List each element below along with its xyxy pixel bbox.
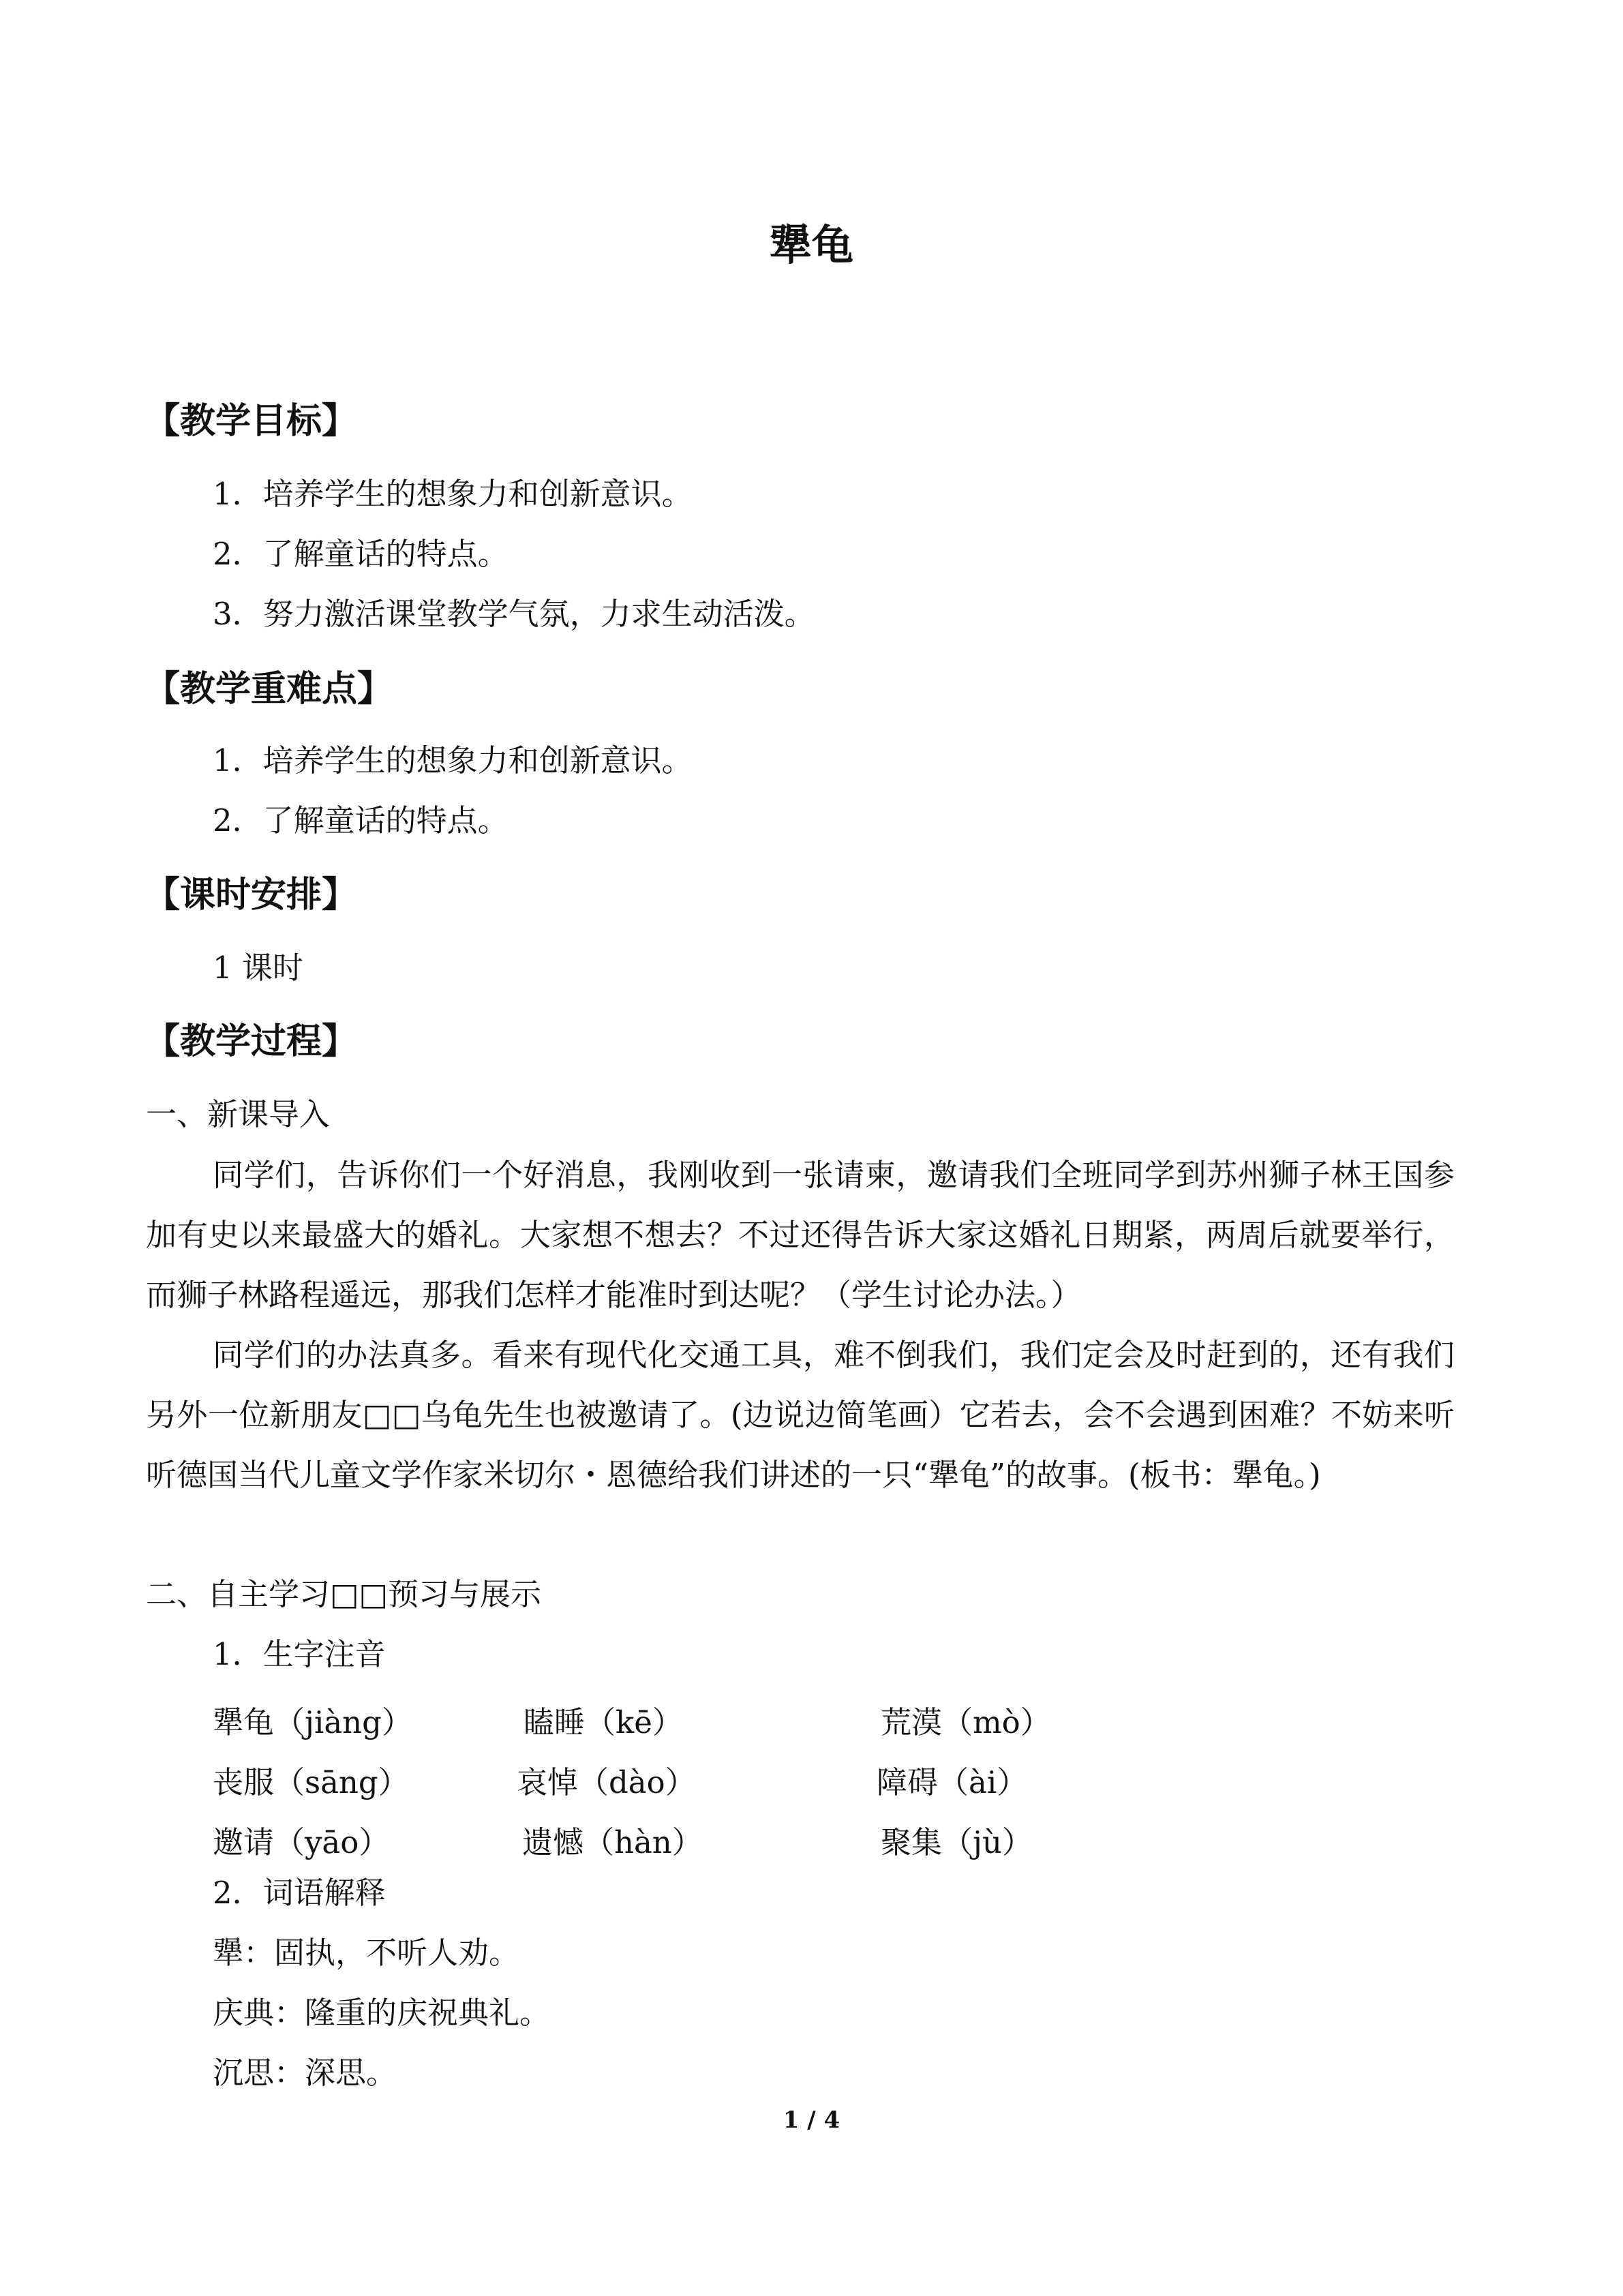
heading-teaching-goals: 【教学目标】 [145, 401, 358, 442]
page-number: 1 / 4 [783, 2106, 840, 2134]
document-title: 犟龟 [769, 220, 854, 270]
goal-item-2: 2．了解童话的特点。 [213, 536, 509, 572]
definition-3: 沉思：深思。 [213, 2055, 397, 2091]
part2-title: 二、自主学习□□预习与展示 [146, 1576, 542, 1612]
intro-paragraph-1: 同学们，告诉你们一个好消息，我刚收到一张请柬，邀请我们全班同学到苏州狮子林王国参加有史以来最盛大的婚礼。大家想不想去？不过还得告诉大家这婚礼日期紧，两周后就要举行，而狮子林路程遥远，那我们怎样才能准时到达呢？（学生讨论办法。） [146, 1157, 1455, 1313]
key-point-item-2: 2．了解童话的特点。 [213, 802, 509, 839]
pinyin-cell: 聚集（jù） [881, 1824, 1033, 1860]
sub1-title: 1．生字注音 [213, 1636, 386, 1672]
key-point-item-1: 1．培养学生的想象力和创新意识。 [213, 742, 693, 779]
pinyin-cell: 丧服（sāng） [213, 1764, 409, 1800]
part1-title: 一、新课导入 [146, 1096, 331, 1132]
pinyin-cell: 瞌睡（kē） [524, 1704, 683, 1740]
pinyin-cell: 障碍（ài） [877, 1764, 1028, 1800]
goal-item-3: 3．努力激活课堂教学气氛，力求生动活泼。 [213, 596, 815, 632]
pinyin-cell: 邀请（yāo） [213, 1824, 390, 1860]
heading-teaching-process: 【教学过程】 [145, 1021, 358, 1062]
heading-key-points: 【教学重难点】 [145, 669, 393, 710]
sub2-title: 2．词语解释 [213, 1875, 386, 1911]
intro-paragraph-2: 同学们的办法真多。看来有现代化交通工具，难不倒我们，我们定会及时赶到的，还有我们另外一位新朋友□□乌龟先生也被邀请了。(边说边简笔画）它若去，会不会遇到困难？不妨来听听德国当代儿童文学作家米切尔・恩德给我们讲述的一只“犟龟”的故事。(板书：犟龟。) [146, 1337, 1455, 1493]
schedule-text: 1 课时 [213, 950, 303, 986]
goal-item-1: 1．培养学生的想象力和创新意识。 [213, 476, 693, 512]
definition-1: 犟：固执，不听人劝。 [213, 1935, 520, 1971]
pinyin-cell: 荒漠（mò） [881, 1704, 1051, 1740]
pinyin-cell: 遗憾（hàn） [522, 1824, 703, 1860]
pinyin-cell: 哀悼（dào） [517, 1764, 696, 1800]
definition-2: 庆典：隆重的庆祝典礼。 [213, 1995, 551, 2031]
pinyin-cell: 犟龟（jiàng） [213, 1704, 412, 1740]
heading-schedule: 【课时安排】 [145, 875, 358, 916]
